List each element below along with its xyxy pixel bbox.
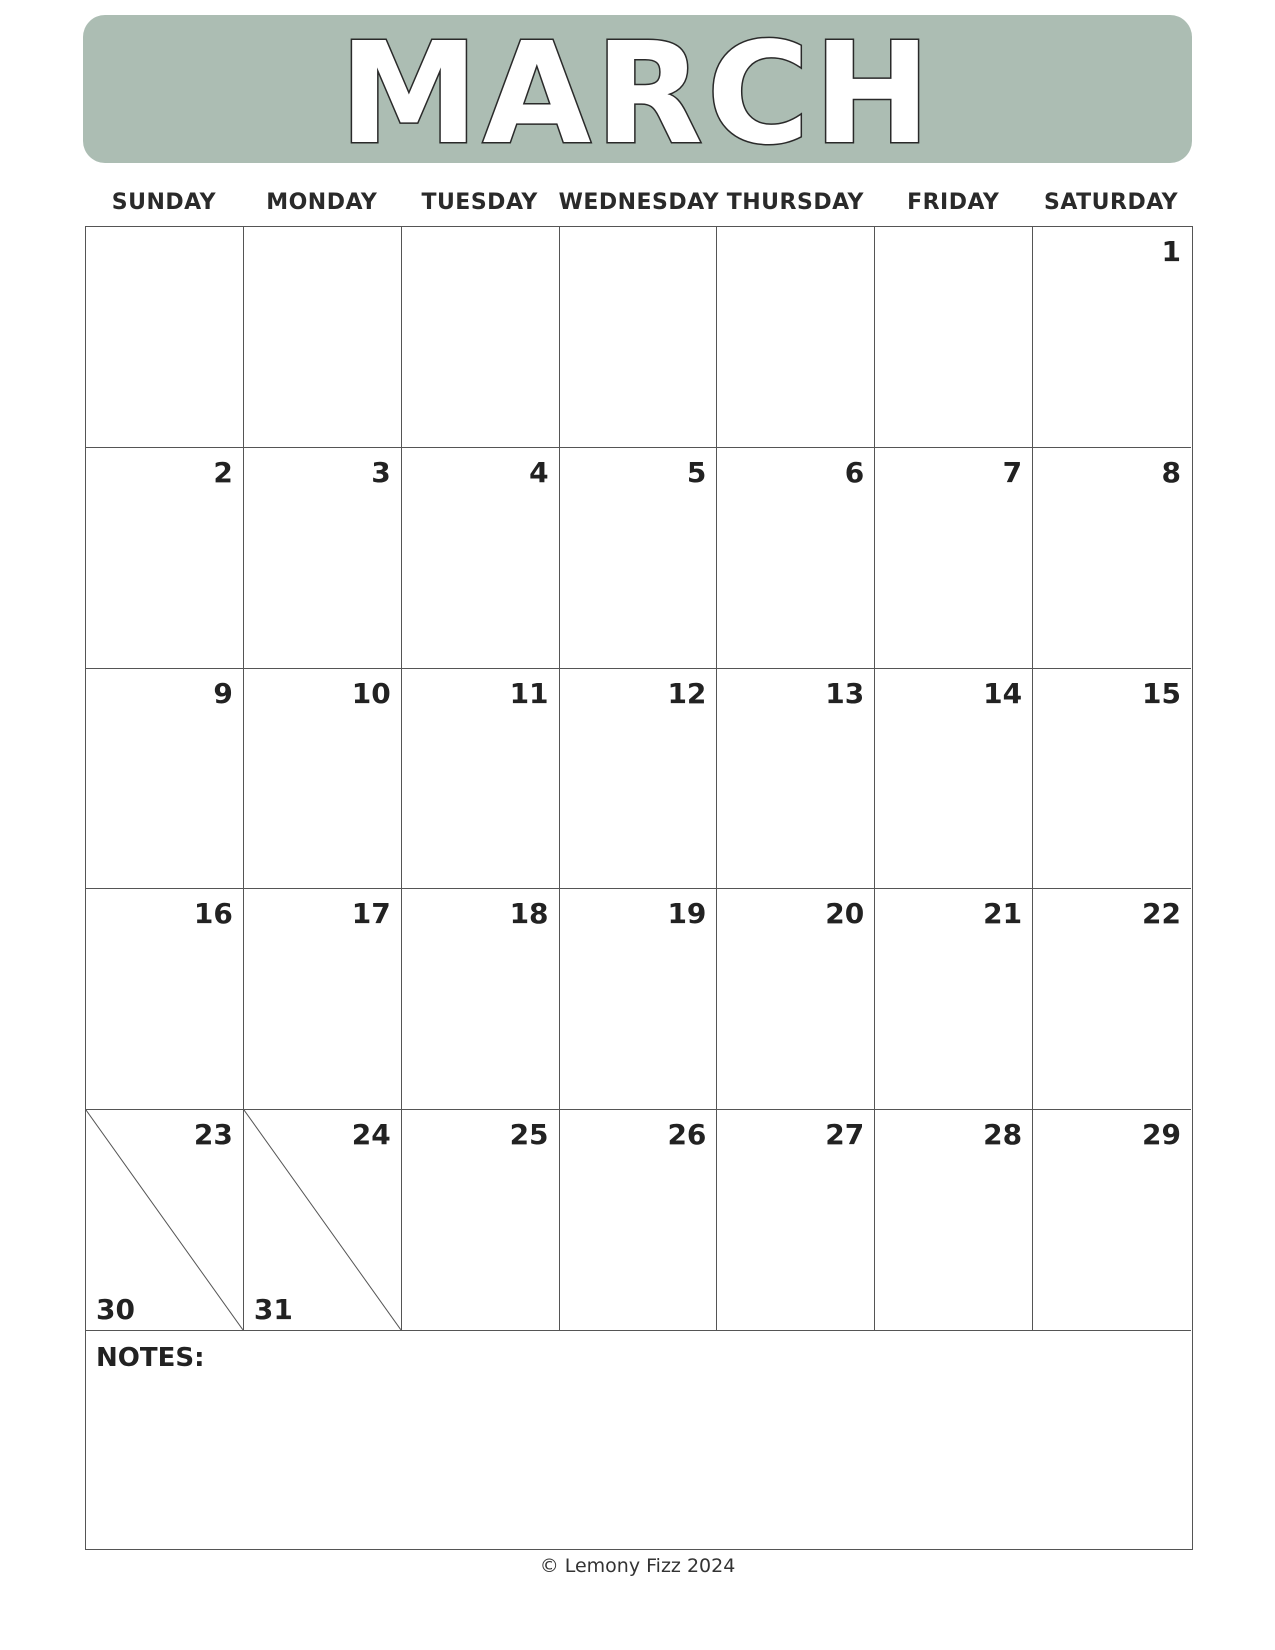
weekday-sunday: SUNDAY [111, 190, 217, 215]
day-cell[interactable] [875, 448, 1033, 669]
day-number: 24 [351, 1118, 391, 1152]
day-cell[interactable] [402, 1110, 560, 1331]
day-cell[interactable] [86, 448, 244, 669]
day-number: 6 [844, 455, 865, 489]
day-number: 23 [193, 1118, 233, 1152]
day-number: 29 [1142, 1118, 1181, 1152]
day-number: 4 [529, 455, 549, 489]
day-number: 9 [213, 676, 233, 710]
day-number: 25 [509, 1118, 549, 1152]
day-cell[interactable] [560, 227, 718, 448]
day-number: 27 [825, 1118, 865, 1152]
day-cell[interactable] [875, 669, 1033, 890]
day-cell[interactable] [244, 448, 402, 669]
day-number: 18 [509, 897, 549, 931]
day-cell[interactable] [560, 669, 718, 890]
day-cell[interactable] [717, 889, 875, 1110]
day-cell[interactable] [86, 1110, 244, 1331]
day-number: 28 [983, 1118, 1023, 1152]
day-cell[interactable] [244, 669, 402, 890]
day-cell[interactable] [717, 669, 875, 890]
month-title-graphic [83, 15, 1192, 163]
day-cell[interactable] [875, 889, 1033, 1110]
day-cell[interactable] [875, 227, 1033, 448]
day-cell[interactable] [875, 1110, 1033, 1331]
weekday-wednesday: WEDNESDAY [558, 190, 720, 215]
day-number-split: 30 [96, 1292, 135, 1326]
day-number: 20 [825, 897, 865, 931]
day-cell[interactable] [560, 889, 718, 1110]
day-cell[interactable] [244, 1110, 402, 1331]
notes-area[interactable] [86, 1331, 1191, 1548]
calendar-grid [85, 226, 1193, 1550]
day-number: 26 [667, 1118, 707, 1152]
weekday-monday: MONDAY [266, 190, 378, 215]
day-number: 22 [1142, 897, 1181, 931]
day-cell[interactable] [86, 889, 244, 1110]
day-number: 8 [1161, 455, 1181, 489]
day-number: 2 [213, 455, 233, 489]
day-cell[interactable] [1033, 669, 1191, 890]
day-number: 14 [983, 676, 1023, 710]
day-number: 15 [1142, 676, 1181, 710]
weekday-saturday: SATURDAY [1044, 190, 1179, 215]
day-number: 1 [1161, 235, 1181, 268]
day-cell[interactable] [402, 669, 560, 890]
weekday-thursday: THURSDAY [726, 190, 864, 215]
day-number: 21 [983, 897, 1023, 931]
weekday-header-row [85, 190, 1193, 220]
day-number: 12 [667, 676, 707, 710]
day-cell[interactable] [86, 227, 244, 448]
month-title: MARCH [339, 15, 935, 163]
day-number: 5 [686, 455, 707, 489]
day-cell[interactable] [560, 1110, 718, 1331]
day-number: 19 [667, 897, 707, 931]
weekday-friday: FRIDAY [907, 190, 1000, 215]
day-number: 17 [351, 897, 391, 931]
weekday-tuesday: TUESDAY [421, 190, 538, 215]
day-cell[interactable] [1033, 227, 1191, 448]
day-cell[interactable] [402, 448, 560, 669]
day-number: 16 [193, 897, 233, 931]
day-cell[interactable] [86, 669, 244, 890]
month-title-banner [83, 15, 1192, 163]
day-cell[interactable] [717, 227, 875, 448]
day-number: 7 [1002, 455, 1023, 489]
copyright-footer: © Lemony Fizz 2024 [539, 1555, 736, 1577]
day-number: 13 [825, 676, 865, 710]
day-cell[interactable] [402, 889, 560, 1110]
day-number-split: 31 [253, 1292, 293, 1326]
day-cell[interactable] [1033, 448, 1191, 669]
day-number: 3 [371, 455, 391, 489]
day-number: 10 [351, 676, 391, 710]
notes-label: NOTES: [96, 1343, 205, 1373]
day-cell[interactable] [244, 889, 402, 1110]
day-cell[interactable] [717, 1110, 875, 1331]
day-cell[interactable] [560, 448, 718, 669]
day-cell[interactable] [244, 227, 402, 448]
day-cell[interactable] [1033, 1110, 1191, 1331]
day-cell[interactable] [717, 448, 875, 669]
day-number: 11 [509, 676, 549, 710]
day-cell[interactable] [1033, 889, 1191, 1110]
day-cell[interactable] [402, 227, 560, 448]
